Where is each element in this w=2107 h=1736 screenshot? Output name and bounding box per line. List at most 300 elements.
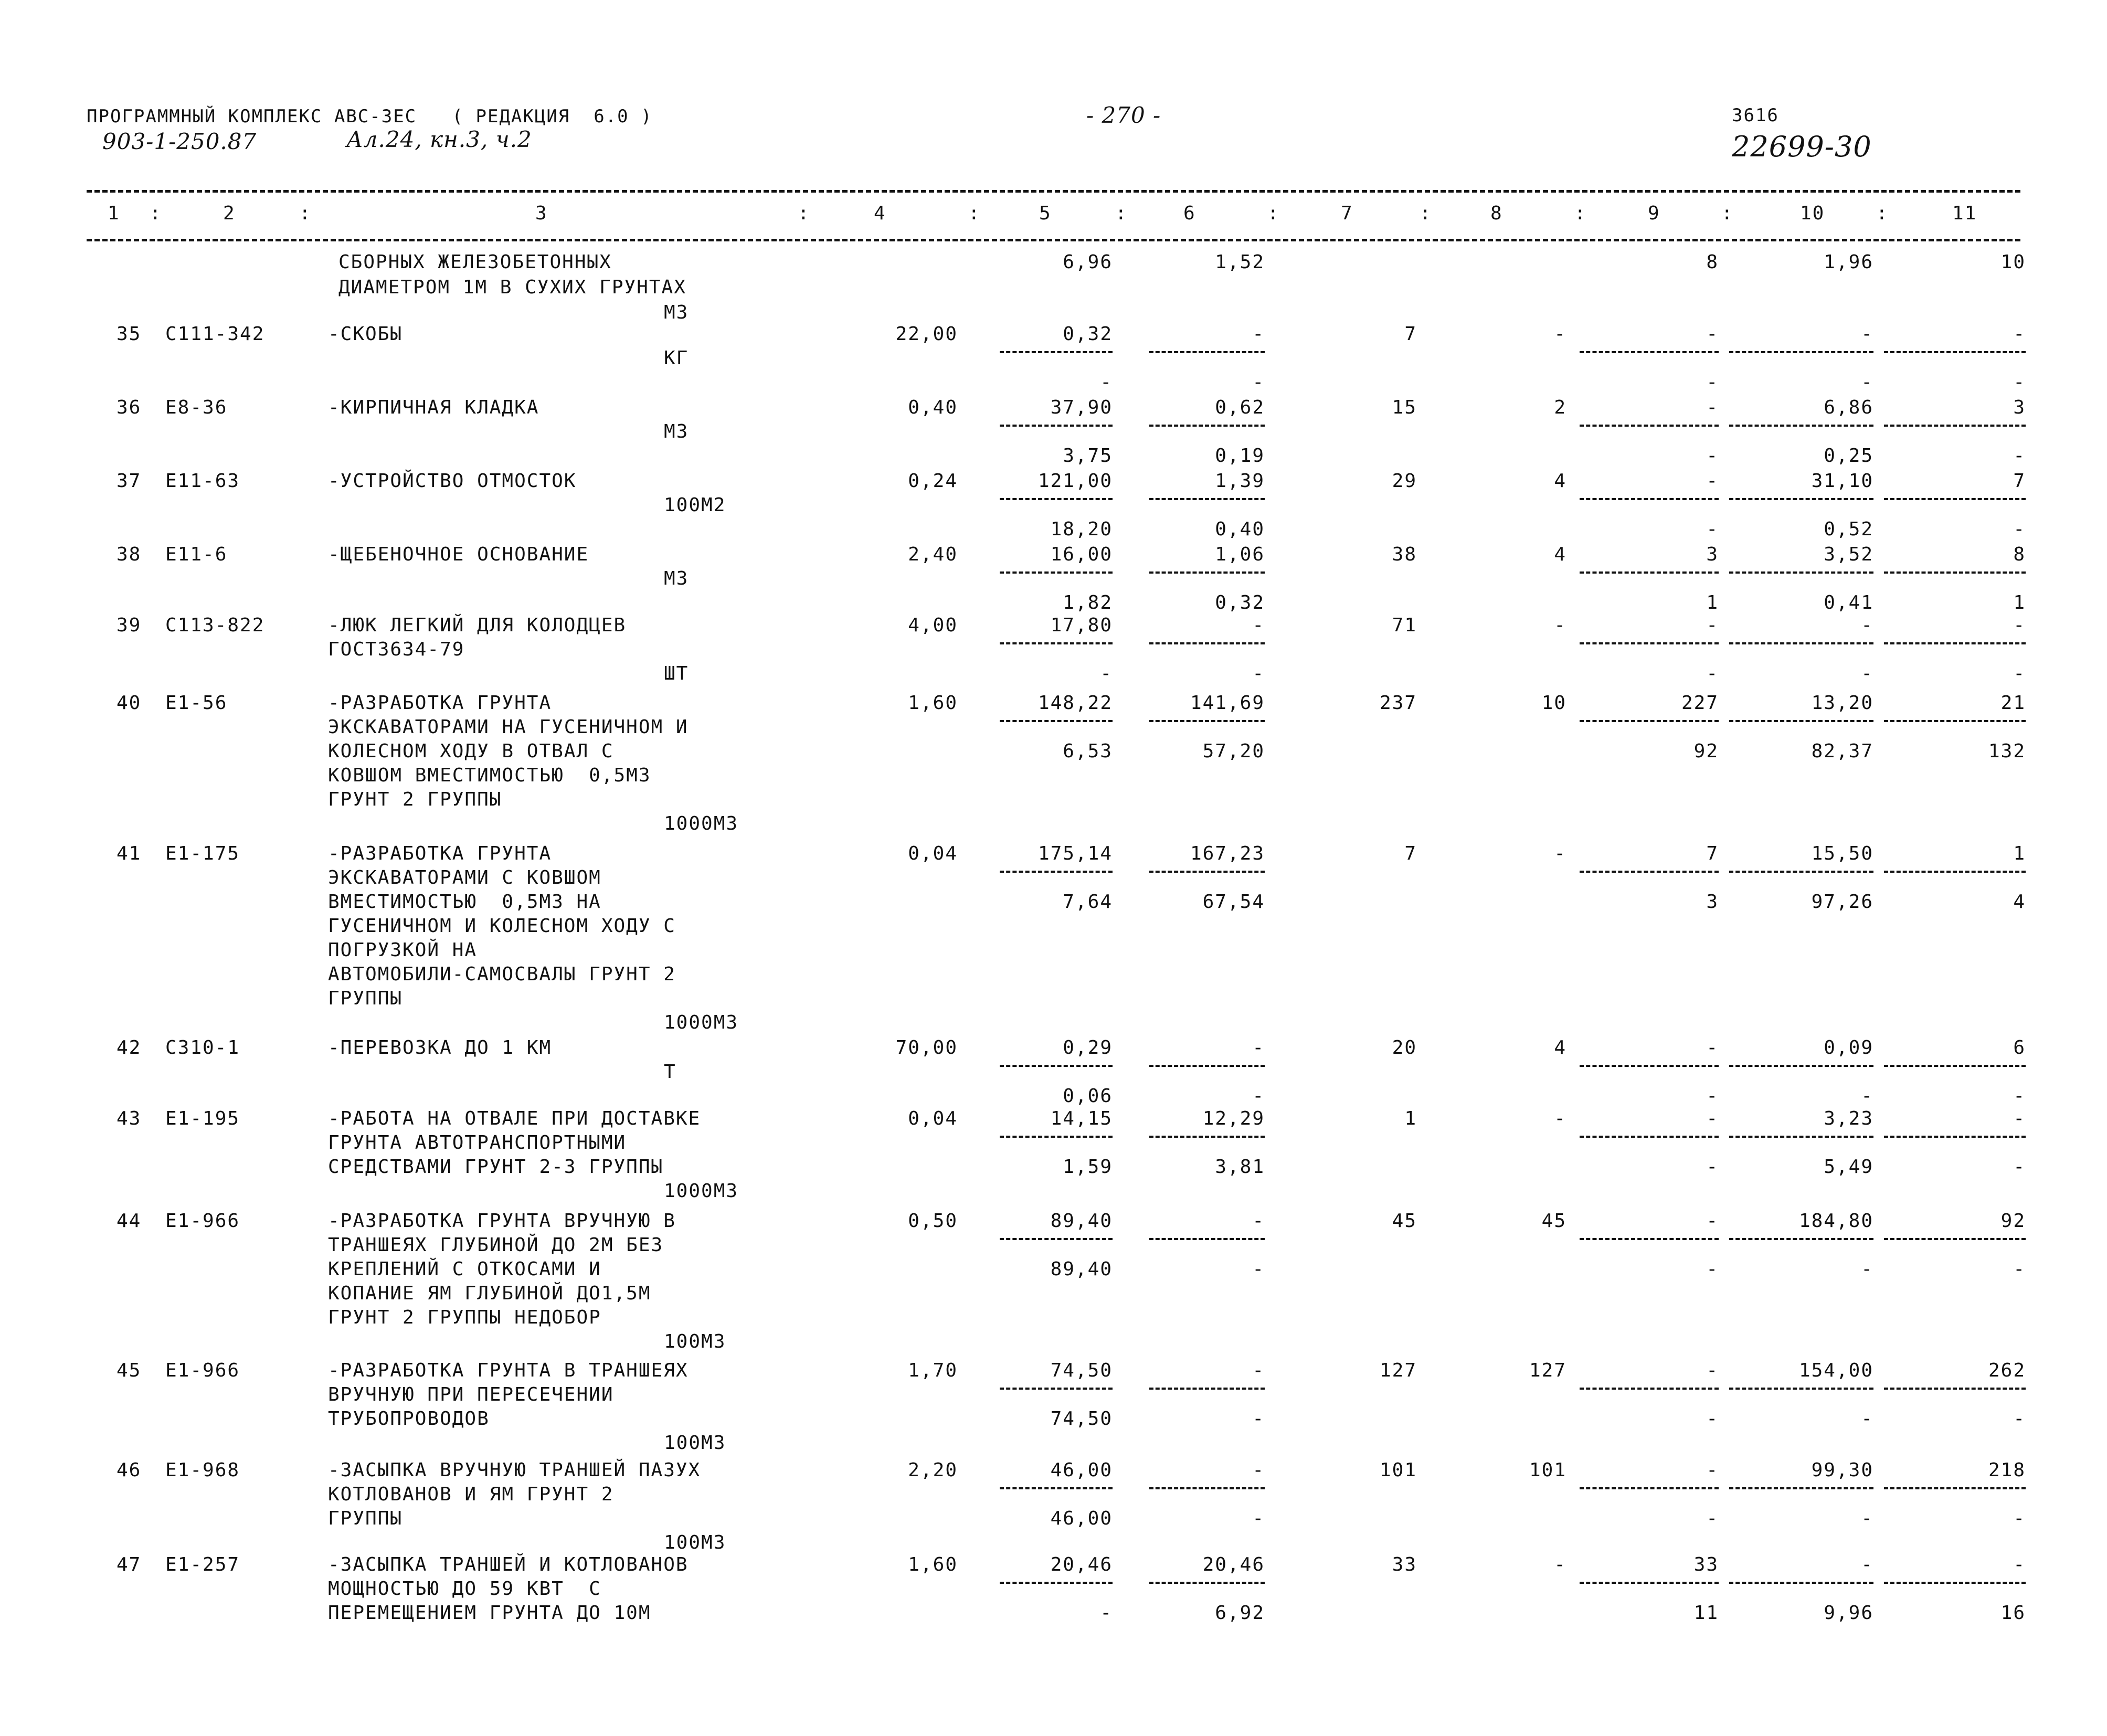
cell-separator	[1729, 1487, 1873, 1489]
item-unit: 100М3	[664, 1532, 726, 1553]
item-operator-labor: -	[1861, 1508, 1873, 1529]
item-machine-cost: -	[1252, 323, 1265, 345]
item-number: 43	[117, 1108, 142, 1129]
continuation-c11: 10	[2000, 251, 2026, 273]
column-separator: :	[1721, 203, 1734, 224]
item-operator-wage: -	[1706, 1408, 1719, 1430]
album-reference: Ал.24, кн.3, ч.2	[346, 126, 532, 152]
item-unit-cost: 14,15	[1050, 1108, 1113, 1129]
cell-separator	[1884, 1136, 2026, 1138]
item-quantity: 2,20	[908, 1459, 958, 1481]
cell-separator	[1729, 425, 1873, 427]
column-separator: :	[150, 203, 162, 224]
item-machine-total: -	[1706, 397, 1719, 418]
item-machine-total: 33	[1693, 1554, 1719, 1575]
cell-separator	[1580, 498, 1719, 500]
cell-separator	[1000, 351, 1113, 353]
program-title: ПРОГРАММНЫЙ КОМПЛЕКС АВС-3ЕС ( РЕДАКЦИЯ 6.0 )	[87, 106, 653, 127]
cell-separator	[1000, 720, 1113, 722]
item-wages: 4	[1554, 470, 1566, 492]
item-unit-cost: 74,50	[1050, 1360, 1113, 1381]
cell-separator	[1000, 1065, 1113, 1067]
item-operator-total: 1	[2013, 592, 2026, 613]
cell-separator	[1729, 1388, 1873, 1390]
item-quantity: 1,60	[908, 1554, 958, 1575]
item-total-cost: 237	[1379, 692, 1417, 714]
item-operator-labor: -	[1861, 372, 1873, 393]
item-labor: 15,50	[1811, 843, 1873, 864]
item-machine-cost: -	[1252, 1210, 1265, 1232]
item-machine-wage: -	[1252, 372, 1265, 393]
item-machine-wage: 0,32	[1215, 592, 1265, 613]
cell-separator	[1580, 1487, 1719, 1489]
cell-separator	[1884, 871, 2026, 873]
item-machine-wage: 0,40	[1215, 518, 1265, 540]
cell-separator	[1149, 1136, 1265, 1138]
item-unit: 1000М3	[664, 813, 739, 834]
item-unit-cost: 121,00	[1037, 470, 1113, 492]
item-quantity: 2,40	[908, 544, 958, 565]
item-description-line: ВМЕСТИМОСТЬЮ 0,5М3 НА	[328, 891, 601, 913]
cell-separator	[1729, 720, 1873, 722]
item-unit-wage: -	[1100, 1602, 1113, 1624]
item-wages: -	[1554, 843, 1566, 864]
item-machine-cost: -	[1252, 1360, 1265, 1381]
item-operator-total: 4	[2013, 891, 2026, 913]
column-separator: :	[1267, 203, 1280, 224]
cell-separator	[1149, 871, 1265, 873]
cell-separator	[1149, 1582, 1265, 1584]
continuation-c6: 1,52	[1215, 251, 1265, 273]
item-description-line: АВТОМОБИЛИ-САМОСВАЛЫ ГРУНТ 2	[328, 964, 676, 985]
cell-separator	[1884, 425, 2026, 427]
item-unit-cost: 17,80	[1050, 615, 1113, 636]
cell-separator	[1149, 1388, 1265, 1390]
item-total-cost: 20	[1392, 1037, 1417, 1058]
item-description-line: ВРУЧНУЮ ПРИ ПЕРЕСЕЧЕНИИ	[328, 1384, 614, 1405]
item-operator-total: -	[2013, 1408, 2026, 1430]
item-quantity: 0,04	[908, 843, 958, 864]
item-description-line: ГРУНТ 2 ГРУППЫ	[328, 789, 502, 810]
item-machine-wage: 6,92	[1215, 1602, 1265, 1624]
item-machine-total: 7	[1706, 843, 1719, 864]
item-description-line: ПЕРЕМЕЩЕНИЕМ ГРУНТА ДО 10М	[328, 1602, 651, 1624]
item-code: Е1-257	[165, 1554, 240, 1575]
item-description-line: ЭКСКАВАТОРАМИ С КОВШОМ	[328, 867, 601, 888]
cell-separator	[1149, 1487, 1265, 1489]
item-code: С113-822	[165, 615, 265, 636]
item-description-line: ТРУБОПРОВОДОВ	[328, 1408, 490, 1430]
item-description-line: -УСТРОЙСТВО ОТМОСТОК	[328, 470, 577, 492]
item-operator-labor: 0,52	[1824, 518, 1873, 540]
item-number: 40	[117, 692, 142, 714]
item-operator-total: 16	[2000, 1602, 2026, 1624]
item-unit-cost: 175,14	[1037, 843, 1113, 864]
item-number: 47	[117, 1554, 142, 1575]
item-machine-total: -	[1706, 1037, 1719, 1058]
item-number: 42	[117, 1037, 142, 1058]
continuation-c10: 1,96	[1824, 251, 1873, 273]
item-description-line: МОЩНОСТЬЮ ДО 59 КВТ С	[328, 1578, 601, 1600]
item-labor-total: 262	[1988, 1360, 2026, 1381]
cell-separator	[1149, 642, 1265, 644]
cell-separator	[1000, 1388, 1113, 1390]
item-unit-cost: 37,90	[1050, 397, 1113, 418]
item-code: Е1-968	[165, 1459, 240, 1481]
continuation-c5: 6,96	[1063, 251, 1113, 273]
item-quantity: 0,40	[908, 397, 958, 418]
item-description-line: -РАЗРАБОТКА ГРУНТА	[328, 692, 552, 714]
item-description-line: ЭКСКАВАТОРАМИ НА ГУСЕНИЧНОМ И	[328, 716, 689, 738]
item-operator-labor: 5,49	[1824, 1156, 1873, 1178]
item-description-line: -ЗАСЫПКА ВРУЧНУЮ ТРАНШЕЙ ПАЗУХ	[328, 1459, 701, 1481]
item-operator-wage: -	[1706, 1085, 1719, 1107]
item-number: 46	[117, 1459, 142, 1481]
item-labor: -	[1861, 323, 1873, 345]
item-labor: 3,23	[1824, 1108, 1873, 1129]
item-unit: ШТ	[664, 663, 689, 684]
item-total-cost: 7	[1404, 323, 1417, 345]
item-description-line: -РАЗРАБОТКА ГРУНТА	[328, 843, 552, 864]
item-number: 44	[117, 1210, 142, 1232]
item-total-cost: 29	[1392, 470, 1417, 492]
item-machine-cost: -	[1252, 1037, 1265, 1058]
item-operator-total: -	[2013, 1508, 2026, 1529]
cell-separator	[1884, 571, 2026, 574]
item-labor: 154,00	[1798, 1360, 1873, 1381]
item-quantity: 1,70	[908, 1360, 958, 1381]
cell-separator	[1580, 351, 1719, 353]
cell-separator	[1149, 351, 1265, 353]
item-labor-total: -	[2013, 1554, 2026, 1575]
item-machine-total: -	[1706, 615, 1719, 636]
item-number: 39	[117, 615, 142, 636]
item-unit-wage: 1,59	[1063, 1156, 1113, 1178]
item-operator-labor: -	[1861, 1258, 1873, 1280]
item-unit: М3	[664, 568, 689, 589]
item-description-line: СРЕДСТВАМИ ГРУНТ 2-3 ГРУППЫ	[328, 1156, 664, 1178]
item-labor: 0,09	[1824, 1037, 1873, 1058]
item-operator-total: 132	[1988, 740, 2026, 762]
cell-separator	[1729, 871, 1873, 873]
item-machine-wage: 67,54	[1202, 891, 1265, 913]
cell-separator	[1580, 1238, 1719, 1240]
item-description-line: КОВШОМ ВМЕСТИМОСТЬЮ 0,5М3	[328, 765, 651, 786]
cell-separator	[1149, 571, 1265, 574]
item-machine-total: -	[1706, 1210, 1719, 1232]
item-unit: М3	[664, 421, 689, 442]
item-code: Е1-966	[165, 1210, 240, 1232]
item-total-cost: 15	[1392, 397, 1417, 418]
cell-separator	[1884, 1238, 2026, 1240]
item-operator-labor: 82,37	[1811, 740, 1873, 762]
item-machine-wage: -	[1252, 663, 1265, 684]
column-header-4: 4	[874, 203, 886, 224]
item-unit: 100М2	[664, 494, 726, 516]
column-separator: :	[968, 203, 981, 224]
item-unit-cost: 0,29	[1063, 1037, 1113, 1058]
item-labor: 6,86	[1824, 397, 1873, 418]
item-description-line: ГУСЕНИЧНОМ И КОЛЕСНОМ ХОДУ С	[328, 915, 676, 937]
item-machine-cost: -	[1252, 1459, 1265, 1481]
document-reference: 903-1-250.87	[102, 129, 257, 154]
column-separator: :	[1876, 203, 1889, 224]
cell-separator	[1729, 1065, 1873, 1067]
cell-separator	[1000, 1487, 1113, 1489]
item-code: Е1-175	[165, 843, 240, 864]
item-total-cost: 1	[1404, 1108, 1417, 1129]
item-labor-total: 21	[2000, 692, 2026, 714]
item-description-line: КОТЛОВАНОВ И ЯМ ГРУНТ 2	[328, 1484, 614, 1505]
item-operator-labor: -	[1861, 1085, 1873, 1107]
column-separator: :	[299, 203, 312, 224]
cell-separator	[1580, 425, 1719, 427]
item-description-line: -ПЕРЕВОЗКА ДО 1 КМ	[328, 1037, 552, 1058]
item-description-line: КРЕПЛЕНИЙ С ОТКОСАМИ И	[328, 1258, 601, 1280]
item-wages: -	[1554, 323, 1566, 345]
cell-separator	[1149, 1065, 1265, 1067]
item-description-line: -КИРПИЧНАЯ КЛАДКА	[328, 397, 539, 418]
item-unit-cost: 89,40	[1050, 1210, 1113, 1232]
item-total-cost: 7	[1404, 843, 1417, 864]
column-header-9: 9	[1648, 203, 1660, 224]
cell-separator	[1580, 1136, 1719, 1138]
item-total-cost: 127	[1379, 1360, 1417, 1381]
item-quantity: 0,24	[908, 470, 958, 492]
item-machine-cost: 20,46	[1202, 1554, 1265, 1575]
cell-separator	[1000, 1136, 1113, 1138]
cell-separator	[1729, 1582, 1873, 1584]
cell-separator	[1884, 1065, 2026, 1067]
item-wages: -	[1554, 615, 1566, 636]
item-operator-wage: -	[1706, 1508, 1719, 1529]
item-labor: 3,52	[1824, 544, 1873, 565]
column-separator: :	[1420, 203, 1432, 224]
item-labor-total: -	[2013, 1108, 2026, 1129]
cell-separator	[1729, 351, 1873, 353]
item-description-line: -ЛЮК ЛЕГКИЙ ДЛЯ КОЛОДЦЕВ	[328, 615, 627, 636]
cell-separator	[1000, 642, 1113, 644]
item-machine-total: 3	[1706, 544, 1719, 565]
column-header-8: 8	[1490, 203, 1503, 224]
item-operator-wage: 92	[1693, 740, 1719, 762]
column-separator: :	[1574, 203, 1587, 224]
item-labor: 99,30	[1811, 1459, 1873, 1481]
item-description-line: -РАЗРАБОТКА ГРУНТА В ТРАНШЕЯХ	[328, 1360, 689, 1381]
cell-separator	[1729, 1238, 1873, 1240]
item-code: Е1-966	[165, 1360, 240, 1381]
item-unit-wage: 74,50	[1050, 1408, 1113, 1430]
continuation-unit: М3	[664, 302, 689, 323]
item-unit-cost: 16,00	[1050, 544, 1113, 565]
item-machine-total: -	[1706, 1459, 1719, 1481]
item-labor: -	[1861, 615, 1873, 636]
item-wages: 45	[1541, 1210, 1566, 1232]
item-machine-wage: -	[1252, 1508, 1265, 1529]
item-machine-total: -	[1706, 323, 1719, 345]
item-operator-wage: -	[1706, 1156, 1719, 1178]
item-unit: Т	[664, 1061, 676, 1083]
item-labor: 184,80	[1798, 1210, 1873, 1232]
item-unit-wage: 3,75	[1063, 445, 1113, 467]
item-machine-total: -	[1706, 1360, 1719, 1381]
item-machine-cost: 141,69	[1190, 692, 1265, 714]
cell-separator	[1580, 720, 1719, 722]
item-code: Е1-195	[165, 1108, 240, 1129]
item-number: 41	[117, 843, 142, 864]
cell-separator	[1149, 720, 1265, 722]
item-labor-total: 218	[1988, 1459, 2026, 1481]
item-code: Е8-36	[165, 397, 228, 418]
item-unit-wage: -	[1100, 372, 1113, 393]
column-header-7: 7	[1341, 203, 1353, 224]
cell-separator	[1729, 571, 1873, 574]
top-rule	[87, 190, 2020, 193]
cell-separator	[1000, 571, 1113, 574]
column-header-1: 1	[108, 203, 120, 224]
item-number: 45	[117, 1360, 142, 1381]
item-unit-wage: 6,53	[1063, 740, 1113, 762]
item-unit-wage: 0,06	[1063, 1085, 1113, 1107]
item-unit-wage: 7,64	[1063, 891, 1113, 913]
document-number: 22699-30	[1732, 130, 1872, 163]
cell-separator	[1580, 642, 1719, 644]
cell-separator	[1000, 1582, 1113, 1584]
item-machine-cost: 167,23	[1190, 843, 1265, 864]
item-operator-total: -	[2013, 1156, 2026, 1178]
item-operator-total: -	[2013, 663, 2026, 684]
cell-separator	[1149, 498, 1265, 500]
cell-separator	[1884, 1388, 2026, 1390]
continuation-line: СБОРНЫХ ЖЕЛЕЗОБЕТОННЫХ	[338, 251, 612, 273]
item-operator-wage: 11	[1693, 1602, 1719, 1624]
column-header-10: 10	[1800, 203, 1825, 224]
item-operator-wage: -	[1706, 518, 1719, 540]
item-description-line: ГРУНТА АВТОТРАНСПОРТНЫМИ	[328, 1132, 627, 1153]
cell-separator	[1580, 1065, 1719, 1067]
cell-separator	[1580, 1582, 1719, 1584]
item-wages: -	[1554, 1108, 1566, 1129]
item-description-line: -ЩЕБЕНОЧНОЕ ОСНОВАНИЕ	[328, 544, 589, 565]
item-labor-total: 1	[2013, 843, 2026, 864]
item-unit-wage: 1,82	[1063, 592, 1113, 613]
column-header-5: 5	[1039, 203, 1052, 224]
item-description-line: ГРУНТ 2 ГРУППЫ НЕДОБОР	[328, 1307, 601, 1328]
page-number: - 270 -	[1086, 102, 1161, 128]
item-machine-cost: 1,39	[1215, 470, 1265, 492]
item-machine-wage: -	[1252, 1258, 1265, 1280]
cell-separator	[1000, 425, 1113, 427]
item-quantity: 4,00	[908, 615, 958, 636]
item-machine-wage: 57,20	[1202, 740, 1265, 762]
item-operator-wage: -	[1706, 1258, 1719, 1280]
item-operator-total: -	[2013, 1258, 2026, 1280]
item-code: Е11-63	[165, 470, 240, 492]
item-description-line: КОПАНИЕ ЯМ ГЛУБИНОЙ ДО1,5М	[328, 1283, 651, 1304]
item-wages: 2	[1554, 397, 1566, 418]
continuation-line: ДИАМЕТРОМ 1М В СУХИХ ГРУНТАХ	[338, 277, 686, 298]
item-wages: -	[1554, 1554, 1566, 1575]
item-operator-wage: -	[1706, 663, 1719, 684]
item-wages: 101	[1529, 1459, 1566, 1481]
item-operator-total: -	[2013, 445, 2026, 467]
item-labor-total: 3	[2013, 397, 2026, 418]
cell-separator	[1000, 1238, 1113, 1240]
item-total-cost: 45	[1392, 1210, 1417, 1232]
item-quantity: 1,60	[908, 692, 958, 714]
item-description-line: -РАЗРАБОТКА ГРУНТА ВРУЧНУЮ В	[328, 1210, 676, 1232]
item-unit: КГ	[664, 347, 689, 369]
item-description-line: ГРУППЫ	[328, 1508, 403, 1529]
item-machine-cost: 0,62	[1215, 397, 1265, 418]
cell-separator	[1729, 498, 1873, 500]
item-description-line: ПОГРУЗКОЙ НА	[328, 939, 478, 961]
item-number: 37	[117, 470, 142, 492]
item-total-cost: 71	[1392, 615, 1417, 636]
column-header-6: 6	[1183, 203, 1196, 224]
item-unit: 100М3	[664, 1432, 726, 1454]
item-quantity: 70,00	[895, 1037, 958, 1058]
cell-separator	[1884, 642, 2026, 644]
item-machine-cost: -	[1252, 615, 1265, 636]
item-operator-wage: -	[1706, 445, 1719, 467]
item-code: Е11-6	[165, 544, 228, 565]
cell-separator	[1580, 1388, 1719, 1390]
item-machine-wage: -	[1252, 1408, 1265, 1430]
item-unit-cost: 148,22	[1037, 692, 1113, 714]
cell-separator	[1884, 1487, 2026, 1489]
item-unit-cost: 0,32	[1063, 323, 1113, 345]
item-total-cost: 33	[1392, 1554, 1417, 1575]
item-description-line: ГРУППЫ	[328, 988, 403, 1009]
item-operator-total: -	[2013, 372, 2026, 393]
item-operator-total: -	[2013, 518, 2026, 540]
item-description-line: -РАБОТА НА ОТВАЛЕ ПРИ ДОСТАВКЕ	[328, 1108, 701, 1129]
continuation-c9: 8	[1706, 251, 1719, 273]
item-description-line: -СКОБЫ	[328, 323, 403, 345]
item-operator-wage: 1	[1706, 592, 1719, 613]
column-header-2: 2	[223, 203, 236, 224]
item-machine-wage: -	[1252, 1085, 1265, 1107]
item-unit-cost: 20,46	[1050, 1554, 1113, 1575]
item-unit: 1000М3	[664, 1012, 739, 1033]
item-machine-total: -	[1706, 470, 1719, 492]
item-wages: 4	[1554, 544, 1566, 565]
item-operator-labor: -	[1861, 663, 1873, 684]
item-code: С310-1	[165, 1037, 240, 1058]
cell-separator	[1149, 1238, 1265, 1240]
item-number: 35	[117, 323, 142, 345]
item-quantity: 22,00	[895, 323, 958, 345]
item-labor: 13,20	[1811, 692, 1873, 714]
cell-separator	[1884, 498, 2026, 500]
header-rule	[87, 239, 2020, 241]
item-wages: 127	[1529, 1360, 1566, 1381]
cell-separator	[1000, 498, 1113, 500]
item-operator-total: -	[2013, 1085, 2026, 1107]
item-operator-labor: 97,26	[1811, 891, 1873, 913]
column-separator: :	[1115, 203, 1128, 224]
item-machine-cost: 1,06	[1215, 544, 1265, 565]
item-quantity: 0,50	[908, 1210, 958, 1232]
cell-separator	[1729, 642, 1873, 644]
item-labor-total: 8	[2013, 544, 2026, 565]
item-labor: -	[1861, 1554, 1873, 1575]
item-labor-total: 7	[2013, 470, 2026, 492]
item-machine-cost: 12,29	[1202, 1108, 1265, 1129]
item-unit-wage: -	[1100, 663, 1113, 684]
item-operator-wage: 3	[1706, 891, 1719, 913]
